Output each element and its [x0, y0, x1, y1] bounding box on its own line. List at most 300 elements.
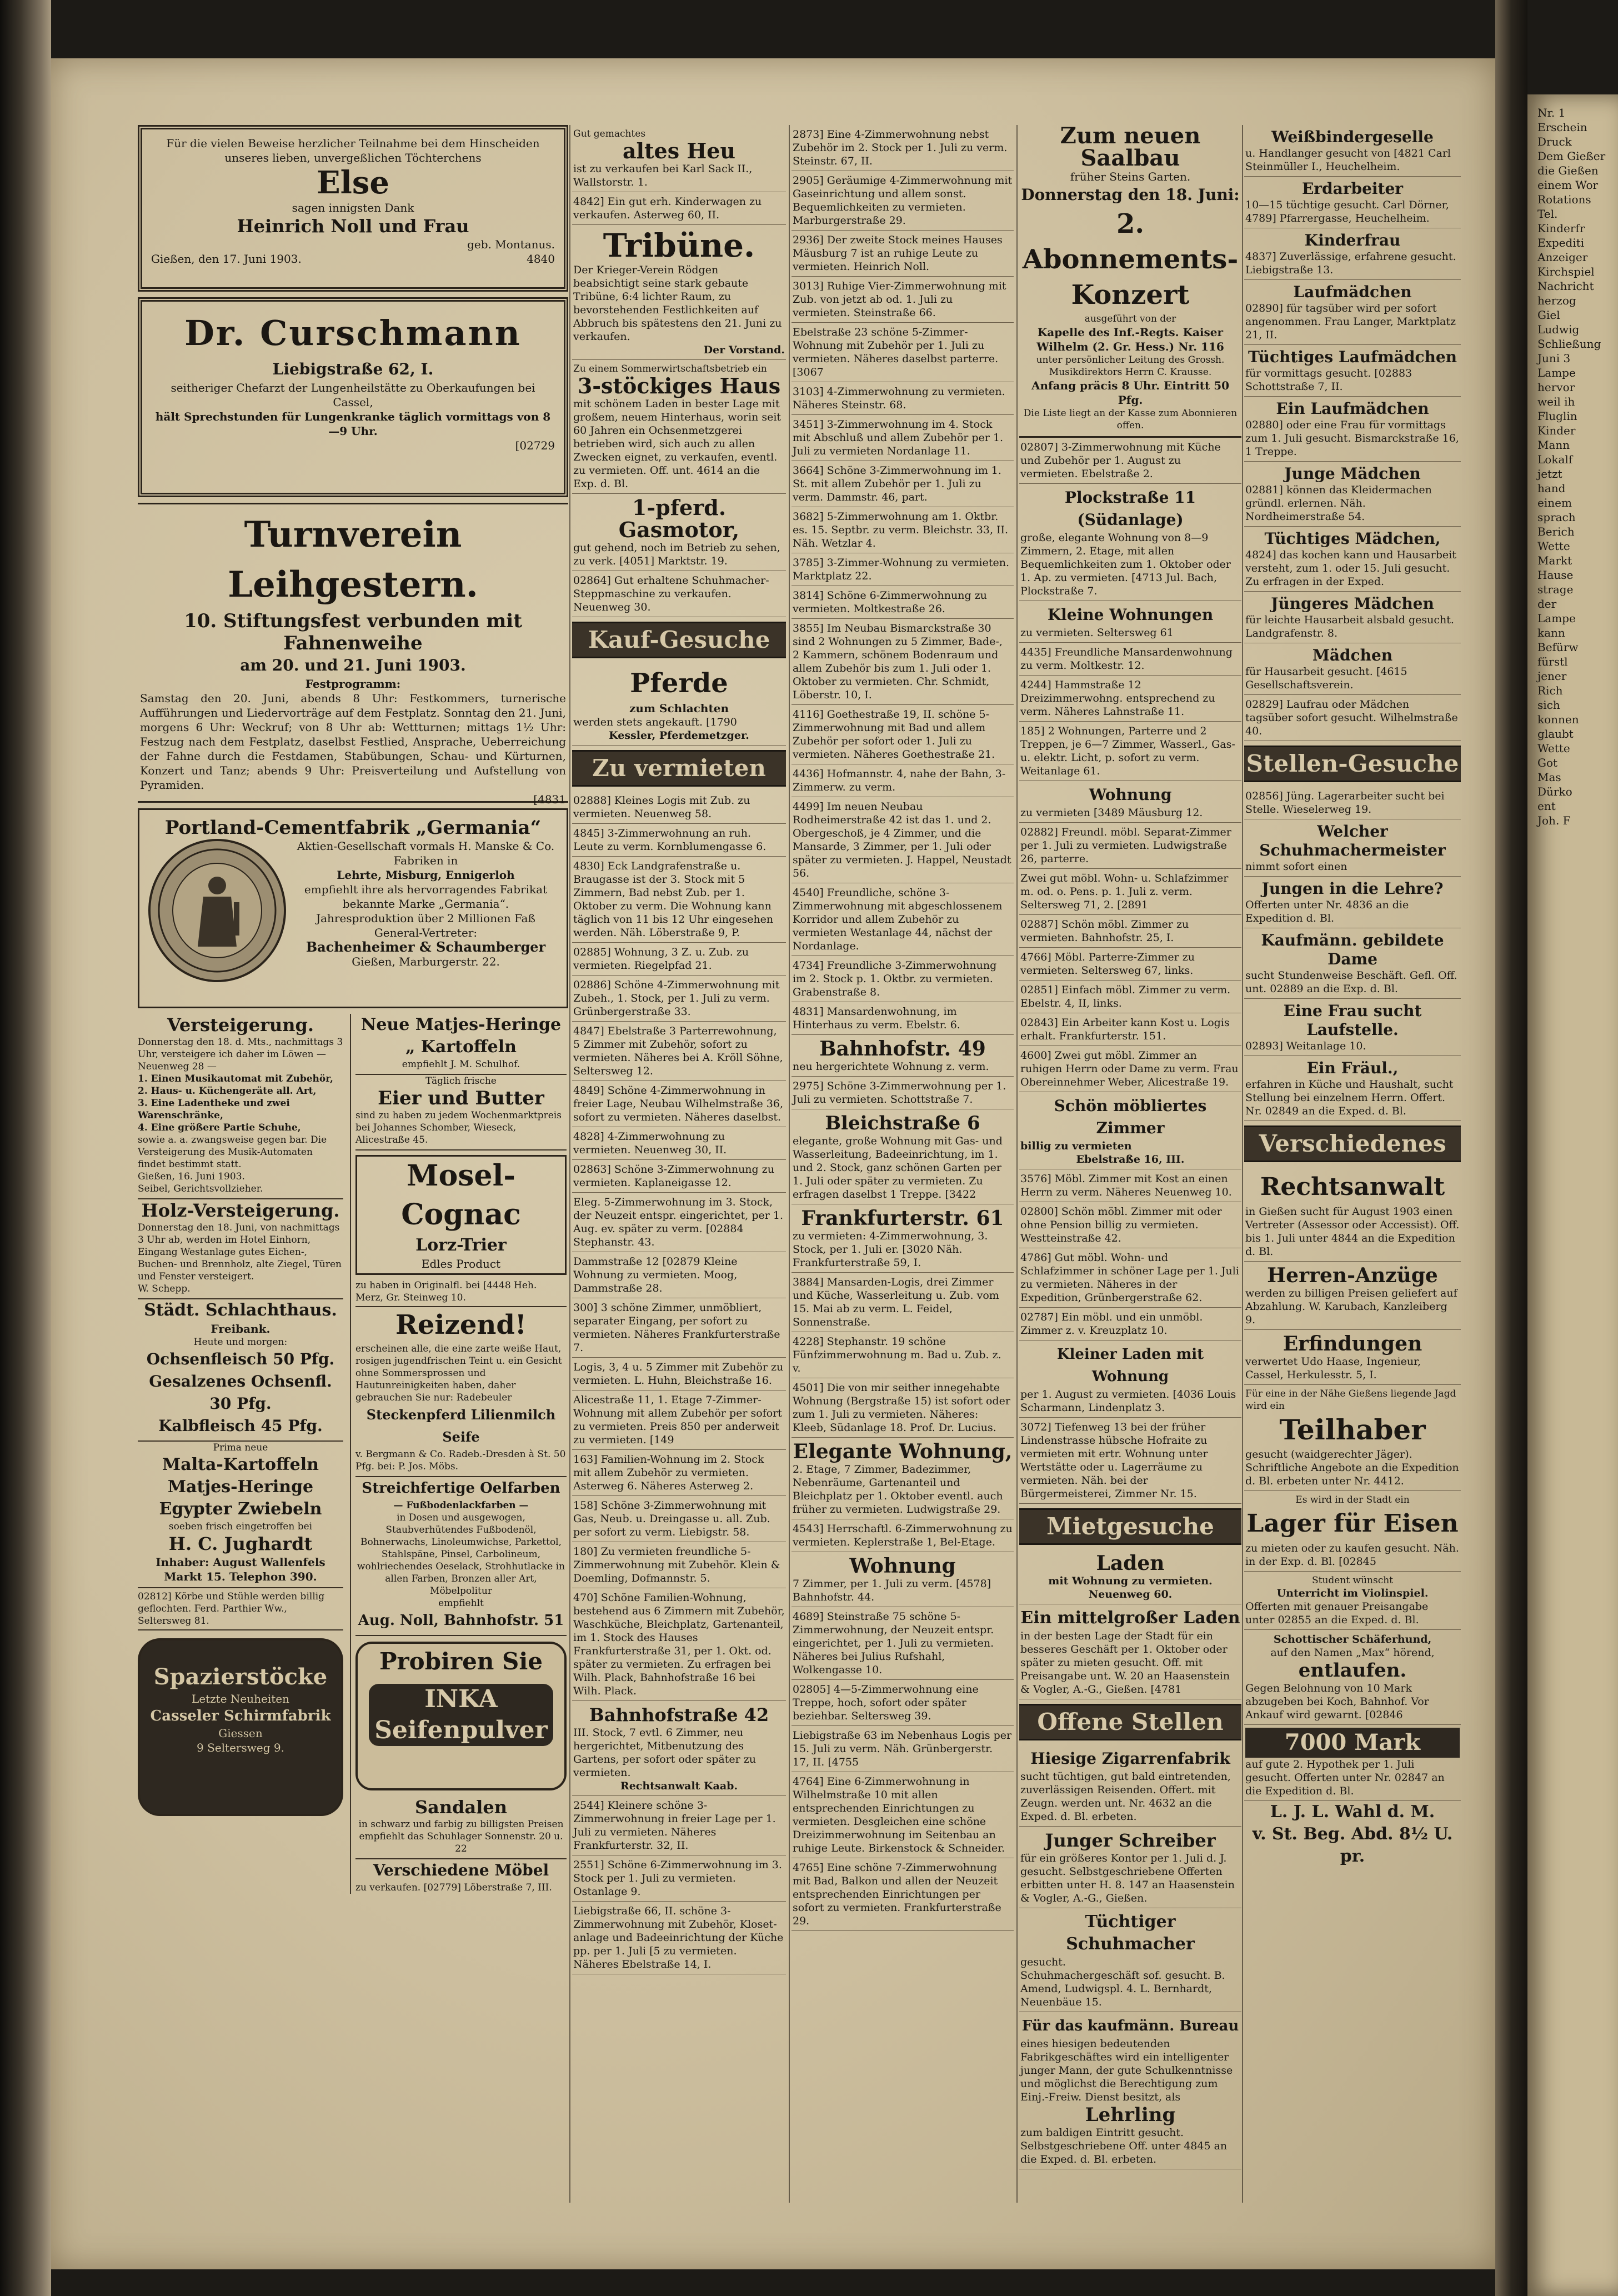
bottom-line: L. J. L. Wahl d. M.	[1270, 1802, 1435, 1822]
list-item: Rich	[1537, 684, 1563, 697]
auction-text: Donnerstag den 18. Juni, von nachmittags 3 Uhr ab, werden im Hotel Einhorn, Eingang Westanlage gutes Eichen-, Buchen- und Brennholz, alte Ziegel, Türen und Fenster versteigert.	[138, 1222, 342, 1282]
list-item: 3072] Tiefenweg 13 bei der früher Lindenstrasse hübsche Hofraite zu vermieten mit ertr. Wohnung unter Wertstätte oder u. Lagerräume zu vermieten. Näh. bei der Bürgermeisterei, Zimmer Nr. 15.	[1019, 1418, 1241, 1504]
list-item: 180] Zu vermieten freundliche 5-Zimmerwohnung mit Zubehör. Klein & Doemling, Dofmannstr. 5.	[572, 1542, 786, 1588]
list-item: Erschein	[1537, 121, 1587, 134]
list-item: 300] 3 schöne Zimmer, unmöbliert, separater Eingang, per sofort zu vermieten. Näheres Frankfurterstraße 7.	[572, 1298, 786, 1358]
list-item: kann	[1537, 626, 1565, 639]
item-text: u. Handlanger gesucht von [4821 Carl Steinmüller I., Heuchelheim.	[1245, 147, 1451, 173]
auction-title: Versteigerung.	[167, 1014, 314, 1036]
canes-city: Giessen	[218, 1727, 263, 1740]
list-item: Dürko	[1537, 785, 1572, 798]
item-text: 02890] für tagsüber wird per sofort angenommen. Frau Langer, Marktplatz 21, II.	[1245, 302, 1456, 341]
list-item: der	[1537, 597, 1557, 611]
saalbau-ad	[1019, 125, 1241, 438]
list-item: 02885] Wohnung, 3 Z. u. Zub. zu vermieten. Riegelpfad 21.	[572, 943, 786, 976]
saalbau-by: ausgeführt von der	[1084, 313, 1176, 324]
cigar-ad	[1019, 1745, 1241, 1827]
paint-title: Streichfertige Oelfarben	[362, 1480, 560, 1497]
item-title: Ein Laufmädchen	[1276, 399, 1429, 418]
matjes-by: empfiehlt J. M. Schulhof.	[402, 1059, 520, 1070]
section-banner: Offene Stellen	[1019, 1704, 1241, 1740]
list-item: 4828] 4-Zimmerwohnung zu vermieten. Neuenweg 30, II.	[572, 1127, 786, 1160]
horses-ad	[572, 663, 786, 746]
item-title: Tüchtiges Laufmädchen	[1248, 348, 1457, 366]
list-item: weil ih	[1537, 395, 1575, 408]
ad-title: Ein mittelgroßer Laden	[1020, 1608, 1240, 1628]
list-item: einem Wor	[1537, 178, 1599, 192]
rent-list	[792, 1519, 1014, 1552]
list-item: 4501] Die von mir seither innegehabte Wohnung (Bergstraße 15) ist sofort oder zum 1. Juli zu vermieten. Näheres: Kleeb, Südanlage 18. Prof. Dr. Lucius.	[792, 1378, 1014, 1438]
doctor-text: seitheriger Chefarzt der Lungenheilstätte zu Oberkaufungen bei Cassel,	[171, 381, 535, 409]
item-title: Laufmädchen	[1293, 283, 1412, 301]
ad-addr: Ebelstraße 16, III.	[1076, 1153, 1185, 1165]
column-1b	[350, 1014, 567, 1894]
list-item: 185] 2 Wohnungen, Parterre und 2 Treppen, je 6—7 Zimmer, Wasserl., Gas- u. elektr. Licht, p. sofort zu verm. Weitanlage 61.	[1019, 722, 1241, 781]
saalbau-band: Kapelle des Inf.-Regts. Kaiser Wilhelm (2. Gr. Hess.) Nr. 116	[1036, 326, 1224, 353]
item-title: Ein Fräul.,	[1306, 1059, 1399, 1077]
list-item	[1244, 125, 1461, 177]
ad-title: Junger Schreiber	[1045, 1830, 1216, 1851]
item-title: 1-pferd. Gasmotor,	[618, 495, 740, 542]
canes-sub: Letzte Neuheiten	[191, 1692, 289, 1705]
ad-title: Für das kaufmänn. Bureau	[1021, 2018, 1239, 2034]
list-item: jener	[1537, 669, 1567, 683]
list-item: Schließung	[1537, 337, 1601, 351]
section-banner: Verschiedenes	[1244, 1126, 1461, 1162]
item-title: Junge Mädchen	[1284, 464, 1421, 483]
eggs-head: Täglich frische	[425, 1076, 497, 1087]
list-item	[1244, 280, 1461, 345]
ad-text: sucht tüchtigen, gut bald eintretenden, zuverlässigen Reisenden. Offert. mit Zeugn. werden unt. Nr. 4632 an die Exped. d. Bl. erbeten.	[1020, 1770, 1231, 1823]
horses-firm: Kessler, Pferdemetzger.	[609, 729, 749, 742]
list-item: 4766] Möbl. Parterre-Zimmer zu vermieten. Seltersweg 67, links.	[1019, 948, 1241, 981]
list-item: strage	[1537, 583, 1574, 596]
ad-text: gesucht.	[1020, 1956, 1066, 1968]
list-item: 3682] 5-Zimmerwohnung am 1. Oktbr. es. 15. Septbr. zu verm. Bleichstr. 33, II. Näh. Wetzlar 4.	[792, 507, 1014, 553]
list-item: Druck	[1537, 135, 1572, 148]
ad-text: auf den Namen „Max“ hörend,	[1270, 1647, 1435, 1659]
item-title: Weißbindergeselle	[1271, 128, 1434, 146]
book-spine	[0, 0, 51, 2296]
list-item: 4540] Freundliche, schöne 3-Zimmerwohnung mit abgeschlossenem Korridor und allem Zubehör zu vermieten Westanlage 44, nächst der Nordanlage.	[792, 883, 1014, 956]
ad-text: zu vermieten [3489 Mäusburg 12.	[1020, 807, 1203, 819]
list-item: 3103] 4-Zimmerwohnung zu vermieten. Näheres Steinstr. 68.	[792, 382, 1014, 415]
bottom-line: v. St. Beg. Abd. 8½ U. pr.	[1252, 1824, 1453, 1866]
list-item: sich	[1537, 698, 1560, 712]
potatoes-text: soeben frisch eingetroffen bei	[168, 1521, 313, 1532]
item-text: erfahren in Küche und Haushalt, sucht Stellung bei einzelnem Herrn. Offert. Nr. 02849 an die Exped. d. Bl.	[1245, 1078, 1454, 1117]
turnverein-subtitle: 10. Stiftungsfest verbunden mit Fahnenweihe	[184, 610, 522, 654]
cement-logo	[148, 839, 286, 982]
ad-head: Student wünscht	[1311, 1575, 1394, 1586]
item-text: 10—15 tüchtige gesucht. Carl Dörner, 4789] Pfarrergasse, Heuchelheim.	[1245, 199, 1449, 224]
notice-ref: 4840	[527, 252, 555, 266]
list-item: Liebigstraße 66, II. schöne 3-Zimmerwohnung mit Zubehör, Kloset-anlage und Badeeinrichtung der Küche pp. per 1. Juli [5 zu vermieten. Näheres Ebelstraße 14, I.	[572, 1902, 786, 1974]
item-title: Tüchtiges Mädchen,	[1264, 529, 1441, 548]
ad-title: Wohnung	[849, 1554, 956, 1578]
reizend-product: Steckenpferd Lilienmilch Seife	[366, 1407, 556, 1445]
ad-title: Teilhaber	[1279, 1413, 1426, 1446]
list-item: Nachricht	[1537, 279, 1594, 293]
matjes-sub: „ Kartoffeln	[405, 1037, 517, 1057]
turnverein-ad	[138, 503, 568, 806]
column-5	[1244, 125, 1461, 2203]
bahnhof-ad	[572, 1701, 786, 1796]
list-item: 02805] 4—5-Zimmerwohnung eine Treppe, hoch, sofort oder später beziehbar. Seltersweg 39.	[792, 1680, 1014, 1726]
item-text: mit schönem Laden in bester Lage mit großem, neuem Hinterhaus, worin seit 60 Jahren ein Ochsenmetzgerei betrieben wird, sich auch zu allen Zwecken eignet, zu verkaufen, eventl. zu vermieten. Off. unt. 4614 an die Exp. d. Bl.	[573, 398, 782, 490]
item-text: 02864] Gut erhaltene Schuhmacher-Steppmaschine zu verkaufen. Neuenweg 30.	[573, 574, 769, 613]
paint-firm: Aug. Noll, Bahnhofstr. 51	[358, 1612, 564, 1629]
laden-ad	[1019, 1340, 1241, 1418]
list-item: Befürw	[1537, 641, 1579, 654]
doctor-ref: [02729	[515, 439, 555, 452]
doctor-ad	[138, 297, 568, 497]
laden2-ad	[1019, 1549, 1241, 1604]
potatoes-head: Prima neue	[213, 1442, 268, 1453]
list-item	[1244, 592, 1461, 643]
list-item: 02886] Schöne 4-Zimmerwohnung mit Zubeh., 1. Stock, per 1. Juli zu verm. Grünbergerstraße 33.	[572, 976, 786, 1022]
ad-text: zu mieten oder zu kaufen gesucht. Näh. in der Exp. d. Bl. [02845	[1245, 1542, 1459, 1568]
item-title: altes Heu	[622, 138, 736, 163]
plock-ad	[1019, 484, 1241, 601]
wohnung2-ad	[1019, 781, 1241, 823]
list-item: 470] Schöne Familien-Wohnung, bestehend aus 6 Zimmern mit Zubehör, Waschküche, Bleichplatz, Gartenanteil, im 1. Stock des Hauses Frankfurterstraße 31, per 1. Okt. od. später zu vermieten. Zu erfragen bei Wilh. Plack, Bahnhofstraße 16 bei Wilh. Plack.	[572, 1588, 786, 1701]
list-item: Logis, 3, 4 u. 5 Zimmer mit Zubehör zu vermieten. L. Huhn, Bleichstraße 16.	[572, 1358, 786, 1390]
schoen-ad	[1019, 1092, 1241, 1169]
list-item	[1244, 177, 1461, 228]
suits-ad	[1244, 1262, 1461, 1330]
ad-text: elegante, große Wohnung mit Gas- und Wasserleitung, Badeeinrichtung, im 1. und 2. Stock, ganz schönen Garten per 1. Juli oder später zu vermieten. Zu erfragen daselbst 1 Treppe. [3422	[793, 1135, 1003, 1200]
furniture-text: zu verkaufen. [02779] Löberstraße 7, III.	[355, 1882, 552, 1893]
ad-text: auf gute 2. Hypothek per 1. Juli gesucht. Offerten unter Nr. 02847 an die Expedition d. Bl.	[1245, 1758, 1445, 1797]
column-1	[138, 125, 568, 2203]
turnverein-dates: am 20. und 21. Juni 1903.	[240, 656, 466, 674]
list-item: 163] Familien-Wohnung im 2. Stock mit allem Zubehör zu vermieten. Asterweg 6. Näheres Asterweg 2.	[572, 1450, 786, 1496]
item-text: für leichte Hausarbeit alsbald gesucht. Landgrafenstr. 8.	[1245, 614, 1454, 639]
sandals-text: in schwarz und farbig zu billigsten Preisen empfiehlt das Schuhlager Sonnenstr. 20 u. 22	[358, 1819, 564, 1854]
item-text: 02881] können das Kleidermachen gründl. erlernen. Näh. Nordheimerstraße 54.	[1245, 484, 1432, 523]
list-item	[1244, 462, 1461, 527]
saalbau-note: Die Liste liegt an der Kasse zum Abonnieren offen.	[1023, 408, 1238, 431]
turnverein-title: Turnverein Leihgestern.	[228, 514, 478, 606]
list-item: 4765] Eine schöne 7-Zimmerwohnung mit Bad, Balkon und allen der Neuzeit entsprechenden Einrichtungen per sofort zu vermieten. Frankfurterstraße 29.	[792, 1858, 1014, 1931]
rent-list	[572, 791, 786, 1701]
list-item: Ludwig	[1537, 323, 1580, 336]
ad-title: Hiesige Zigarrenfabrik	[1030, 1749, 1230, 1768]
doctor-hours: hält Sprechstunden für Lungenkranke täglich vormittags von 8—9 Uhr.	[155, 410, 551, 438]
list-item: Anzeiger	[1537, 251, 1588, 264]
horses-text: werden stets angekauft. [1790	[573, 716, 737, 728]
price-line: Gesalzenes Ochsenfl. 30 Pfg.	[149, 1372, 332, 1413]
rent-list	[792, 125, 1014, 1035]
column-rule	[569, 125, 570, 2203]
ad-firm: Schuhmachergeschäft sof. gesucht. B. Amend, Ludwigspl. 4. L. Bernhardt, Neuenbäue 15.	[1020, 1969, 1225, 2008]
ad-text: Offerten mit genauer Preisangabe unter 02855 an die Exped. d. Bl.	[1245, 1600, 1429, 1626]
ad-title: Herren-Anzüge	[1267, 1264, 1438, 1287]
bahnhof-firm: Rechtsanwalt Kaab.	[620, 1780, 738, 1792]
violin-ad	[1244, 1572, 1461, 1630]
list-item: 158] Schöne 3-Zimmerwohnung mit Gas, Neub. u. Dreingasse u. all. Zub. per sofort zu verm. Liebigstr. 58.	[572, 1496, 786, 1542]
inventions-ad	[1244, 1330, 1461, 1385]
list-item: 3785] 3-Zimmer-Wohnung zu vermieten. Marktplatz 22.	[792, 553, 1014, 586]
ad-sub: billig zu vermieten	[1020, 1140, 1132, 1152]
ad-title: Elegante Wohnung,	[793, 1440, 1013, 1463]
ad-text: neu hergerichtete Wohnung z. verm.	[793, 1061, 989, 1073]
section-banner: Stellen-Gesuche	[1244, 746, 1461, 782]
list-item: 4435] Freundliche Mansardenwohnung zu verm. Moltkestr. 12.	[1019, 643, 1241, 676]
rent-list	[1019, 1169, 1241, 1340]
cement-text: empfiehlt ihre als hervorragendes Fabrikat bekannte Marke „Germania“. Jahresproduktion über 2 Millionen Faß	[304, 883, 548, 925]
ad-title: Wohnung	[1089, 786, 1172, 804]
item-title: Tribüne.	[603, 227, 755, 264]
ad-title: Bleichstraße 6	[825, 1112, 980, 1134]
furniture-title: Verschiedene Möbel	[373, 1861, 549, 1879]
list-item: die Gießen	[1537, 164, 1599, 177]
cement-factories: Lehrte, Misburg, Ennigerloh	[337, 868, 515, 882]
rent-list	[1019, 438, 1241, 484]
ad-head: Schottischer Schäferhund,	[1273, 1633, 1432, 1645]
list-item: 3576] Möbl. Zimmer mit Kost an einen Herrn zu verm. Näheres Neuenweg 10.	[1019, 1169, 1241, 1202]
item-title: Mädchen	[1312, 646, 1393, 664]
lawyer-ad	[1244, 1167, 1461, 1262]
list-item: 4786] Gut möbl. Wohn- und Schlafzimmer in schöner Lage per 1. Juli zu vermieten. Näheres in der Expedition, Grünbergerstraße 62.	[1019, 1248, 1241, 1308]
ad-title: Lehrling	[1085, 2104, 1176, 2126]
item-text: nimmt sofort einen	[1245, 861, 1348, 873]
list-item	[572, 571, 786, 617]
column-rule	[1016, 125, 1018, 2203]
list-item: Dammstraße 12 [02879 Kleine Wohnung zu vermieten. Moog, Dammstraße 28.	[572, 1252, 786, 1298]
item-head: Gut gemachtes	[573, 128, 646, 139]
list-item	[1244, 643, 1461, 695]
list-item: 3884] Mansarden-Logis, drei Zimmer und Küche, Wasserleitung u. Zub. vom 15. Mai ab zu verm. L. Feidel, Sonnenstraße.	[792, 1273, 1014, 1332]
ad-sub: mit Wohnung zu vermieten.	[1048, 1575, 1213, 1587]
list-item: 02882] Freundl. möbl. Separat-Zimmer per 1. Juli zu vermieten. Ludwigstraße 26, parterre.	[1019, 823, 1241, 869]
ad-title: Plockstraße 11 (Südanlage)	[1064, 488, 1196, 529]
cognac-title: Mosel-Cognac	[401, 1159, 521, 1232]
germania-figure-icon	[151, 841, 284, 980]
ad-title: Frankfurterstr. 61	[801, 1207, 1004, 1230]
list-item	[572, 494, 786, 571]
auction-item: 3. Eine Ladentheke und zwei Warenschränke,	[138, 1098, 290, 1121]
paint-ad	[355, 1477, 567, 1636]
mark-ad	[1244, 1725, 1461, 1801]
item-text: 02880] oder eine Frau für vormittags zum 1. Juli gesucht. Bismarckstraße 16, 1 Treppe.	[1245, 419, 1459, 458]
item-text: 4837] Zuverlässige, erfahrene gesucht. Liebigstraße 13.	[1245, 251, 1456, 276]
list-item	[1244, 819, 1461, 877]
list-item: Fluglin	[1537, 409, 1577, 423]
inka-head: Probiren Sie	[379, 1648, 543, 1675]
bahnhofstr-ad	[792, 1035, 1014, 1077]
ad-text: werden zu billigen Preisen geliefert auf Abzahlung. W. Karubach, Kanzleiberg 9.	[1245, 1287, 1457, 1326]
ad-text: 7 Zimmer, per 1. Juli zu verm. [4578] Bahnhofstr. 44.	[793, 1578, 991, 1603]
list-item	[1244, 999, 1461, 1056]
notice-geb: geb. Montanus.	[467, 238, 555, 251]
ad-text: zu vermieten: 4-Zimmerwohnung, 3. Stock, per 1. Juli er. [3020 Näh. Frankfurterstraße 59, I.	[793, 1230, 988, 1269]
cement-rep-head: General-Vertreter:	[374, 926, 478, 939]
list-item: Nr. 1	[1537, 106, 1566, 119]
item-text: 4842] Ein gut erh. Kinderwagen zu verkaufen. Asterweg 60, II.	[573, 196, 762, 221]
column-1a	[138, 1014, 343, 1894]
furniture-ad	[355, 1859, 567, 1894]
rent-list	[572, 1796, 786, 1974]
cement-factories-head: Fabriken in	[393, 854, 458, 867]
ad-text: eines hiesigen bedeutenden Fabrikgeschäftes wird ein intelligenter junger Mann, der gute Schulkenntnisse und möglichst die Berechtigung zum Einj.-Freiw. Dienst besitzt, als	[1020, 2038, 1233, 2103]
slaughter-title: Städt. Schlachthaus.	[144, 1300, 337, 1320]
saalbau-start: Anfang präcis 8 Uhr. Eintritt 50 Pfg.	[1031, 379, 1230, 407]
rent-list	[792, 1273, 1014, 1438]
cement-rep: Bachenheimer & Schaumberger	[305, 939, 546, 955]
item-text: 02829] Laufrau oder Mädchen tagsüber sofort gesucht. Wilhelmstraße 40.	[1245, 698, 1458, 737]
product-line: Malta-Kartoffeln	[162, 1455, 319, 1474]
list-item: 4228] Stephanstr. 19 schöne Fünfzimmerwohnung m. Bad u. Zub. z. v.	[792, 1332, 1014, 1378]
item-title: Jüngeres Mädchen	[1271, 594, 1434, 613]
list-item: Markt	[1537, 554, 1572, 567]
list-item: Wette	[1537, 539, 1570, 553]
list-item: 02787] Ein möbl. und ein unmöbl. Zimmer z. v. Kreuzplatz 10.	[1019, 1308, 1241, 1340]
iron-ad	[1244, 1491, 1461, 1572]
column-4	[1019, 125, 1241, 2203]
horses-sub: zum Schlachten	[629, 702, 729, 715]
turnverein-program: Samstag den 20. Juni, abends 8 Uhr: Festkommers, turnerische Aufführungen und Liedervorträge auf dem Festplatz. Sonntag den 21. Juni, morgens 6 Uhr: Weckruf; von 8 Uhr ab: Wettturnen; mittags 1½ Uhr: Festzug nach dem Festplatz, daselbst Festlied, Ansprache, Ueberreichung der Fahne durch die Festdamen, Stabübungen, Schau- und Kürturnen, Konzert und Tanz; abends 9 Uhr: Preisverteilung und Aufstellung von Pyramiden.	[140, 692, 566, 792]
rent-list	[1019, 643, 1241, 781]
reizend-maker: v. Bergmann & Co. Radeb.-Dresden à St. 50 Pfg. bei: P. Jos. Möbs.	[355, 1449, 566, 1472]
section-banner: Kauf-Gesuche	[572, 622, 786, 658]
canes-firm: Casseler Schirmfabrik	[150, 1708, 331, 1724]
potatoes-addr: Markt 15. Telephon 390.	[164, 1570, 317, 1583]
saalbau-event: 2. Abonnements-Konzert	[1022, 208, 1239, 311]
list-item: sprach	[1537, 511, 1576, 524]
item-head: Zu einem Sommerwirtschaftsbetrieb ein	[573, 363, 767, 374]
ad-text: verwertet Udo Haase, Ingenieur, Cassel, Herkulesstr. 5, I.	[1245, 1355, 1421, 1381]
list-item: Lampe	[1537, 366, 1576, 379]
list-item: Zwei gut möbl. Wohn- u. Schlafzimmer m. od. o. Pens. p. 1. Juli z. verm. Seltersweg 71, 2. [2891	[1019, 869, 1241, 915]
sandals-ad	[355, 1796, 567, 1859]
list-item: 4830] Eck Landgrafenstraße u. Braugasse ist der 3. Stock mit 5 Zimmern, Bad nebst Zub. per 1. Oktober zu verm. Die Wohnung kann täglich von 11 bis 12 Uhr eingesehen werden. Näh. Löberstraße 9, P.	[572, 857, 786, 943]
list-item: 4847] Ebelstraße 3 Parterrewohnung, 5 Zimmer mit Zubehör, sofort zu vermieten. Näheres bei A. Kröll Söhne, Seltersweg 12.	[572, 1022, 786, 1081]
item-text: gut gehend, noch im Betrieb zu sehen, zu verk. [4051] Marktstr. 19.	[573, 542, 780, 567]
paint-item: in Dosen und ausgewogen, Staubverhütendes Fußbodenöl, Bohnerwachs, Linoleumwichse, Parkettol, Stahlspäne, Pinsel, Carbolineum, wohlriechendes Oeselack, Strohhutlacke in allen Farben, Bronzen aller Art, Möbelpolitur	[357, 1512, 565, 1597]
list-item: glaubt	[1537, 727, 1574, 741]
list-item	[1244, 228, 1461, 280]
list-item	[1244, 397, 1461, 462]
auction-item: 2. Haus- u. Küchengeräte all. Art,	[138, 1086, 317, 1097]
list-item	[1244, 787, 1461, 819]
auction-title: Holz-Versteigerung.	[141, 1200, 340, 1221]
item-title: 3-stöckiges Haus	[577, 373, 781, 398]
slaughter-head: Freibank.	[211, 1322, 270, 1335]
partner-ad	[1244, 1385, 1461, 1491]
horses-title: Pferde	[630, 668, 728, 699]
list-item: 2544] Kleinere schöne 3-Zimmerwohnung in freier Lage per 1. Juli zu vermieten. Näheres Frankfurterstr. 32, II.	[572, 1796, 786, 1855]
inka-ad	[355, 1642, 567, 1790]
paint-item: empfiehlt	[438, 1598, 484, 1609]
auction-item: 1. Einen Musikautomat mit Zubehör,	[138, 1073, 333, 1084]
ad-text: Gegen Belohnung von 10 Mark abzugeben bei Koch, Bahnhof. Vor Ankauf wird gewarnt. [02846	[1245, 1682, 1429, 1721]
auction-text2: sowie a. a. zwangsweise gegen bar. Die Versteigerung des Musik-Automaten findet bestimmt statt.	[138, 1134, 327, 1170]
product-line: Egypter Zwiebeln	[159, 1499, 322, 1519]
list-item: 4845] 3-Zimmerwohnung an ruh. Leute zu verm. Kornblumengasse 6.	[572, 824, 786, 857]
canes-addr: 9 Seltersweg 9.	[197, 1741, 284, 1754]
item-text: ist zu verkaufen bei Karl Sack II., Wallstorstr. 1.	[573, 163, 753, 188]
cement-rep-addr: Gießen, Marburgerstr. 22.	[352, 955, 500, 968]
list-item: Lokalf	[1537, 453, 1573, 466]
matjes-ad	[355, 1014, 567, 1075]
bahnhof-title: Bahnhofstraße 42	[589, 1704, 769, 1725]
list-item: Joh. F	[1537, 814, 1571, 827]
walking-sticks-ad	[138, 1638, 343, 1816]
reizend-text: erscheinen alle, die eine zarte weiße Haut, rosigen jugendfrischen Teint u. ein Gesicht ohne Sommersprossen und Hautunreinigkeiten haben, daher gebrauchen Sie nur: Radebeuler	[355, 1343, 562, 1403]
ad-head: Für eine in der Nähe Gießens liegende Jagd wird ein	[1245, 1388, 1456, 1412]
bleich-ad	[792, 1109, 1014, 1204]
list-item: 3664] Schöne 3-Zimmerwohnung im 1. St. mit allem Zubehör per 1. Juli zu verm. Dammstr. 46, part.	[792, 461, 1014, 507]
list-item: 2936] Der zweite Stock meines Hauses Mäusburg 7 ist an ruhige Leute zu vermieten. Heinrich Noll.	[792, 231, 1014, 277]
saalbau-title: Zum neuen Saalbau	[1060, 125, 1201, 171]
list-item: 4244] Hammstraße 12 Dreizimmerwohng. entsprechend zu verm. Näheres Lahnstraße 11.	[1019, 676, 1241, 722]
item-title: Kinderfrau	[1304, 231, 1401, 249]
list-item: Rotations	[1537, 193, 1591, 206]
list-item: Got	[1537, 756, 1558, 769]
writer-ad	[1019, 1827, 1241, 1908]
auction-date: Gießen, 16. Juni 1903.	[138, 1171, 245, 1182]
item-text: 4824] das kochen kann und Hausarbeit versteht, zum 1. oder 15. Juli gesucht. Zu erfragen in der Exped.	[1245, 549, 1456, 588]
list-item: konnen	[1537, 713, 1579, 726]
turnverein-ref: [4831	[533, 793, 566, 806]
item-ref: Der Vorstand.	[703, 344, 785, 356]
jobs-list	[1244, 787, 1461, 1121]
ad-title: Unterricht im Violinspiel.	[1276, 1587, 1429, 1599]
wohnung-ad	[792, 1552, 1014, 1607]
notice-thanks: sagen innigsten Dank	[292, 201, 414, 214]
rent-list	[792, 1607, 1014, 1931]
ad-title: Schön möbliertes Zimmer	[1054, 1097, 1207, 1137]
bahnhof-text: III. Stock, 7 evtl. 6 Zimmer, neu hergerichtet, Mitbenutzung des Gartens, per sofort oder später zu vermieten.	[573, 1727, 756, 1779]
list-item: 02807] 3-Zimmerwohnung mit Küche und Zubehör per 1. August zu vermieten. Ebelstraße 2.	[1019, 438, 1241, 484]
list-item: 3855] Im Neubau Bismarckstraße 30 sind 2 Wohnungen zu 5 Zimmer, Bade-, 2 Kammern, schönem Bodenraum und allem Zubehör bis zum 1. Juli oder 1. Oktober zu vermieten. Chr. Schmidt, Löberstr. 10, I.	[792, 619, 1014, 705]
adjacent-page-lines	[1527, 94, 1618, 828]
auction-1	[138, 1014, 343, 1199]
ad-text: große, elegante Wohnung von 8—9 Zimmern, 2. Etage, mit allen Bequemlichkeiten zum 1. Oktober oder 1. Ap. zu vermieten. [4713 Jul. Bach, Plockstraße 7.	[1020, 532, 1231, 597]
notice-signers: Heinrich Noll und Frau	[237, 216, 469, 237]
list-item: 3814] Schöne 6-Zimmerwohnung zu vermieten. Moltkestraße 26.	[792, 586, 1014, 619]
list-item	[1244, 345, 1461, 397]
section-banner: Zu vermieten	[572, 750, 786, 787]
doctor-address: Liebigstraße 62, I.	[272, 360, 434, 378]
list-item: 4543] Herrschaftl. 6-Zimmerwohnung zu vermieten. Keplerstraße 1, Bel-Etage.	[792, 1519, 1014, 1552]
saalbau-lead: unter persönlicher Leitung des Grossh. Musikdirektors Herrn C. Krausse.	[1036, 354, 1225, 378]
saalbau-sub: früher Steins Garten.	[1070, 170, 1191, 183]
auction-sig: W. Schepp.	[138, 1283, 191, 1294]
rent-list	[1019, 823, 1241, 1092]
item-title: Welcher Schuhmachermeister	[1259, 822, 1446, 859]
rent-list	[1019, 1418, 1241, 1504]
matjes-title: Neue Matjes-Heringe	[360, 1015, 562, 1034]
ad-title: Bahnhofstr. 49	[819, 1037, 986, 1061]
list-item	[1244, 877, 1461, 928]
list-item: Expediti	[1537, 236, 1585, 249]
list-item: 2975] Schöne 3-Zimmerwohnung per 1. Juli zu vermieten. Schottstraße 7.	[792, 1077, 1014, 1109]
eggs-text: sind zu haben zu jedem Wochenmarktpreis bei Johannes Schomber, Wieseck, Alicestraße 45.	[355, 1110, 562, 1146]
notice-intro: Für die vielen Beweise herzlicher Teilnahme bei dem Hinscheiden unseres lieben, unvergeßlichen Töchterchens	[166, 137, 540, 164]
list-item: Lampe	[1537, 612, 1576, 625]
ad-title: Tüchtiger Schuhmacher	[1066, 1912, 1195, 1954]
list-item: 4436] Hofmannstr. 4, nahe der Bahn, 3-Zimmerw. zu verm.	[792, 764, 1014, 797]
list-item: Wette	[1537, 742, 1570, 755]
ad-text: zum baldigen Eintritt gesucht. Selbstgeschriebene Off. unter 4845 an die Exped. d. Bl. erbeten.	[1020, 2127, 1228, 2165]
list-item: Kinder	[1537, 424, 1576, 437]
list-item: hervor	[1537, 381, 1575, 394]
reizend-ad	[355, 1307, 567, 1477]
ad-text: für ein größeres Kontor per 1. Juli d. J. gesucht. Selbstgeschriebene Offerten erbitten unter H. 8. 147 an Haasenstein & Vogler, A.-G., Gießen.	[1020, 1852, 1235, 1904]
